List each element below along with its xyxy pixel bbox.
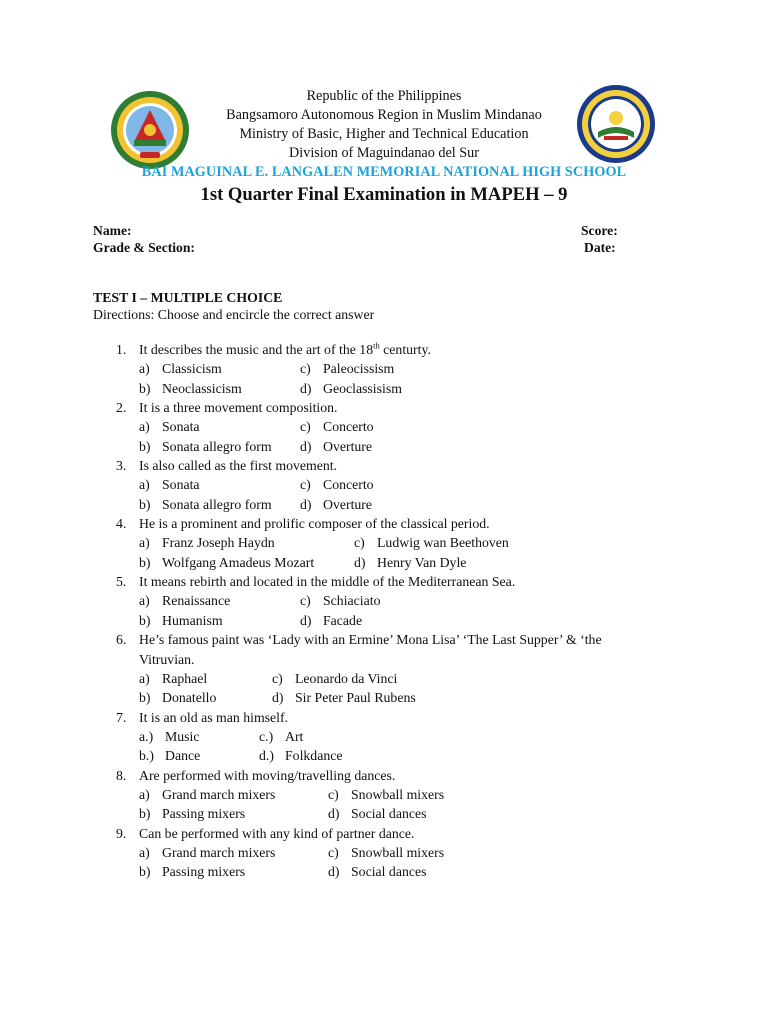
option-letter: d) (300, 438, 312, 454)
option-text: Humanism (162, 612, 223, 628)
answer-option (354, 533, 509, 552)
answer-option (328, 862, 426, 881)
answer-option (139, 727, 200, 746)
option-letter: d) (328, 864, 340, 880)
options-row (0, 688, 768, 707)
answer-option (328, 843, 444, 862)
question-number: 3. (116, 458, 127, 474)
option-letter: d) (300, 612, 312, 628)
option-text: Schiaciato (323, 593, 381, 609)
question-text: Is also called as the first movement. (139, 458, 338, 474)
option-letter: d.) (259, 748, 274, 764)
answer-option (300, 611, 362, 630)
answer-option (354, 553, 466, 572)
option-text: Neoclassicism (162, 380, 242, 396)
option-text: Music (165, 728, 200, 744)
answer-option (139, 475, 200, 494)
option-text: Leonardo da Vinci (295, 670, 398, 686)
answer-option (300, 475, 374, 494)
option-letter: c) (328, 786, 339, 802)
answer-option (139, 495, 272, 514)
option-text: Donatello (162, 690, 217, 706)
options-row (0, 495, 768, 514)
answer-option (139, 437, 272, 456)
option-text: Social dances (351, 864, 427, 880)
question-stem-5 (0, 572, 768, 591)
question-stem-6 (0, 630, 768, 669)
option-text: Art (285, 728, 304, 744)
header-line-region: Bangsamoro Autonomous Region in Muslim Mindanao (226, 107, 542, 123)
option-letter: b) (139, 864, 151, 880)
question-number: 7. (116, 709, 127, 725)
answer-option (139, 804, 245, 823)
option-letter: a) (139, 786, 150, 802)
answer-option (139, 553, 314, 572)
options-row (0, 785, 768, 804)
option-letter: d) (354, 554, 366, 570)
answer-option (300, 359, 394, 378)
options-row (0, 611, 768, 630)
options-row (0, 746, 768, 765)
option-text: Henry Van Dyle (377, 554, 467, 570)
answer-option (259, 746, 342, 765)
test-title: TEST I – MULTIPLE CHOICE (93, 290, 283, 305)
answer-option (300, 417, 374, 436)
option-text: Sonata (162, 477, 200, 493)
option-text: Classicism (162, 361, 222, 377)
answer-option (139, 688, 216, 707)
option-text: Concerto (323, 419, 374, 435)
option-letter: c) (328, 844, 339, 860)
answer-option (139, 417, 200, 436)
options-row (0, 553, 768, 572)
option-text: Folkdance (285, 748, 343, 764)
option-text: Sonata allegro form (162, 496, 272, 512)
option-text: Ludwig wan Beethoven (377, 535, 509, 551)
options-row (0, 862, 768, 881)
option-letter: b.) (139, 748, 154, 764)
answer-option (139, 785, 275, 804)
header-block (0, 87, 768, 163)
answer-option (272, 688, 416, 707)
options-row (0, 359, 768, 378)
question-text: It is an old as man himself. (139, 709, 289, 725)
date-field-label: Date: (584, 240, 616, 255)
answer-option (300, 379, 402, 398)
answer-option (139, 862, 245, 881)
options-row (0, 437, 768, 456)
option-letter: c) (300, 361, 311, 377)
answer-option (272, 669, 397, 688)
question-stem-2 (0, 398, 768, 417)
option-letter: a) (139, 535, 150, 551)
option-letter: b) (139, 438, 151, 454)
option-text: Paleocissism (323, 361, 395, 377)
option-letter: a) (139, 419, 150, 435)
option-text: Snowball mixers (351, 844, 445, 860)
option-letter: b) (139, 806, 151, 822)
option-letter: c) (300, 419, 311, 435)
option-letter: a) (139, 670, 150, 686)
question-stem-1 (0, 340, 768, 359)
option-text: Dance (165, 748, 201, 764)
option-text: Concerto (323, 477, 374, 493)
answer-option (259, 727, 303, 746)
answer-option (328, 804, 426, 823)
question-stem-3 (0, 456, 768, 475)
question-stem-4 (0, 514, 768, 533)
answer-option (139, 591, 230, 610)
option-text: Overture (323, 496, 373, 512)
options-row (0, 417, 768, 436)
answer-option (300, 437, 372, 456)
question-number: 6. (116, 632, 127, 648)
answer-option (139, 669, 207, 688)
option-letter: a) (139, 593, 150, 609)
option-letter: a) (139, 361, 150, 377)
option-letter: c) (272, 670, 283, 686)
question-text (139, 630, 669, 669)
option-letter: c) (300, 477, 311, 493)
option-letter: a) (139, 844, 150, 860)
option-text: Snowball mixers (351, 786, 445, 802)
options-row (0, 591, 768, 610)
answer-option (139, 611, 223, 630)
option-letter: b) (139, 690, 151, 706)
question-stem-7 (0, 708, 768, 727)
options-row (0, 804, 768, 823)
question-text: It describes the music and the art of the 18th centurty. (139, 340, 431, 357)
option-letter: c) (354, 535, 365, 551)
options-row (0, 475, 768, 494)
score-field-label: Score: (581, 223, 618, 238)
question-number: 2. (116, 400, 127, 416)
question-text: Can be performed with any kind of partner dance. (139, 825, 415, 841)
option-letter: d) (300, 380, 312, 396)
option-letter: b) (139, 380, 151, 396)
option-letter: d) (272, 690, 284, 706)
question-number: 5. (116, 574, 127, 590)
option-letter: b) (139, 612, 151, 628)
question-stem-8 (0, 766, 768, 785)
answer-option (328, 785, 444, 804)
answer-option (139, 746, 200, 765)
option-text: Facade (323, 612, 363, 628)
option-letter: c) (300, 593, 311, 609)
option-text: Sonata (162, 419, 200, 435)
option-text: Overture (323, 438, 373, 454)
option-text: Sir Peter Paul Rubens (295, 690, 416, 706)
test-directions: Directions: Choose and encircle the correct answer (93, 307, 375, 322)
answer-option (139, 379, 242, 398)
answer-option (139, 843, 275, 862)
question-text-line: He’s famous paint was ‘Lady with an Ermine’ Mona Lisa’ ‘The Last Supper’ & ‘the (139, 632, 602, 648)
question-text: Are performed with moving/travelling dances. (139, 767, 396, 783)
answer-option (300, 591, 380, 610)
option-text: Passing mixers (162, 806, 246, 822)
option-letter: c.) (259, 728, 274, 744)
options-row (0, 669, 768, 688)
school-name: BAI MAGUINAL E. LANGALEN MEMORIAL NATIONAL HIGH SCHOOL (141, 164, 627, 180)
question-number: 8. (116, 767, 127, 783)
option-text: Sonata allegro form (162, 438, 272, 454)
question-number: 1. (116, 342, 127, 357)
question-number: 9. (116, 825, 127, 841)
option-text: Raphael (162, 670, 208, 686)
option-text: Passing mixers (162, 864, 246, 880)
question-text: It is a three movement composition. (139, 400, 338, 416)
options-row (0, 533, 768, 552)
header-line-republic: Republic of the Philippines (306, 88, 462, 104)
option-text: Renaissance (162, 593, 231, 609)
option-letter: d) (300, 496, 312, 512)
header-line-ministry: Ministry of Basic, Higher and Technical Education (239, 126, 529, 142)
superscript: th (373, 340, 380, 351)
question-text: It means rebirth and located in the middle of the Mediterranean Sea. (139, 574, 516, 590)
question-text-line: Vitruvian. (139, 651, 195, 667)
option-letter: a) (139, 477, 150, 493)
option-letter: b) (139, 496, 151, 512)
name-field-label: Name: (93, 223, 132, 238)
option-text: Social dances (351, 806, 427, 822)
option-text: Geoclassisism (323, 380, 402, 396)
option-letter: a.) (139, 728, 154, 744)
answer-option (300, 495, 372, 514)
grade-section-field-label: Grade & Section: (93, 240, 195, 255)
option-text: Grand march mixers (162, 844, 276, 860)
options-row (0, 843, 768, 862)
answer-option (139, 533, 275, 552)
question-list (0, 340, 768, 882)
option-text: Wolfgang Amadeus Mozart (162, 554, 315, 570)
options-row (0, 379, 768, 398)
header-line-division: Division of Maguindanao del Sur (289, 145, 479, 161)
question-number: 4. (116, 516, 127, 532)
option-text: Grand march mixers (162, 786, 276, 802)
option-letter: d) (328, 806, 340, 822)
answer-option (139, 359, 222, 378)
options-row (0, 727, 768, 746)
exam-title: 1st Quarter Final Examination in MAPEH – 9 (200, 184, 568, 205)
option-letter: b) (139, 554, 151, 570)
option-text: Franz Joseph Haydn (162, 535, 275, 551)
question-text: He is a prominent and prolific composer of the classical period. (139, 516, 490, 532)
question-stem-9 (0, 824, 768, 843)
